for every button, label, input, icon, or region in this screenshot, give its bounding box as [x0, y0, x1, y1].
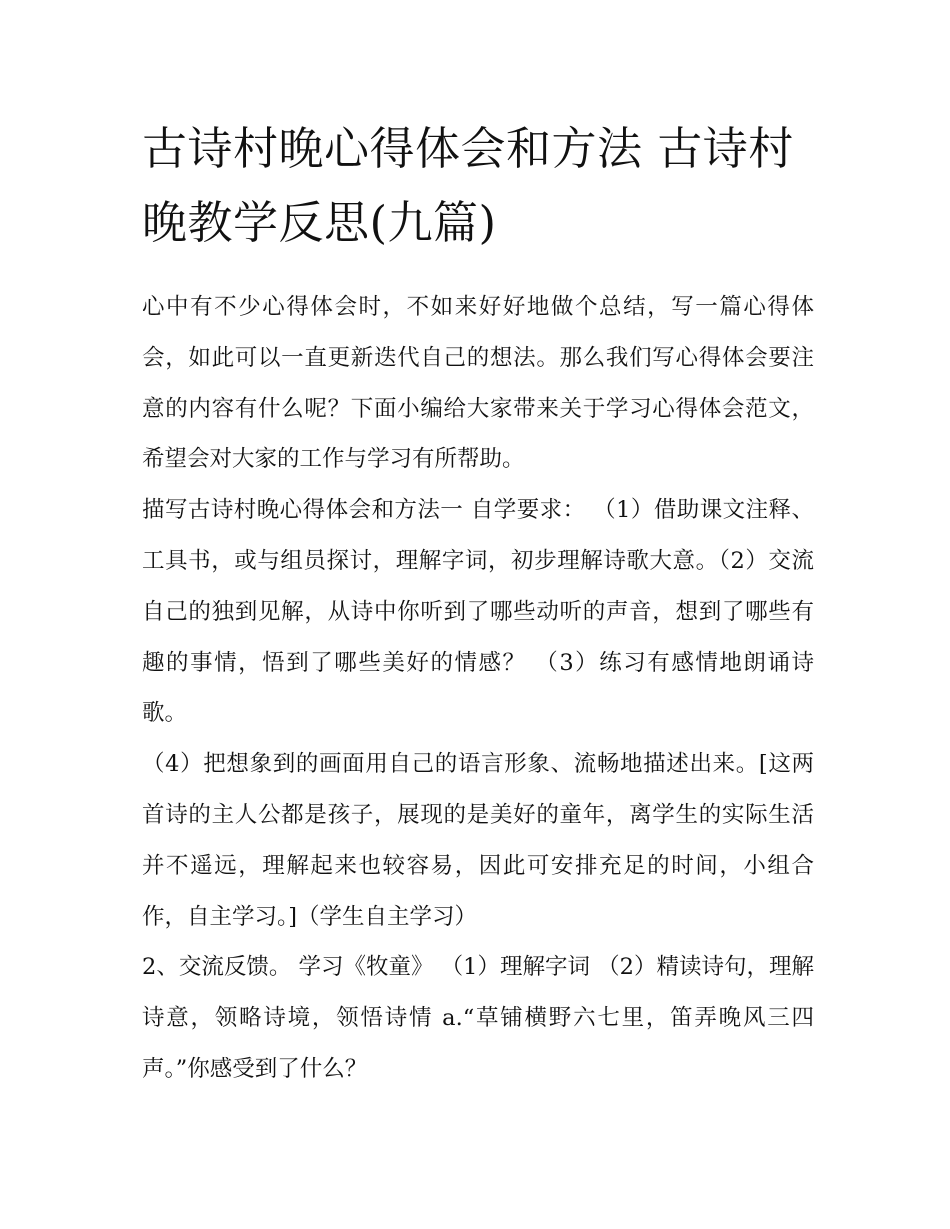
document-title: 古诗村晚心得体会和方法 古诗村晚教学反思(九篇)	[142, 122, 794, 249]
document-body	[142, 282, 814, 1095]
document-page	[142, 112, 814, 1095]
paragraph-feedback: 2、交流反馈。 学习《牧童》 （1）理解字词 （2）精读诗句，理解诗意，领略诗境，领悟诗情 a.“草铺横野六七里，笛弄晚风三四声。”你感受到了什么？	[142, 954, 814, 1082]
paragraph-description: （4）把想象到的画面用自己的语言形象、流畅地描述出来。[这两首诗的主人公都是孩子，展现的是美好的童年，离学生的实际生活并不遥远，理解起来也较容易，因此可安排充足的时间，小组合作，自主学习。]（学生自主学习）	[142, 751, 814, 930]
paragraph-self-study: 描写古诗村晚心得体会和方法一 自学要求： （1）借助课文注释、工具书，或与组员探讨，理解字词，初步理解诗歌大意。（2）交流自己的独到见解，从诗中你听到了哪些动听的声音，想到了哪些有趣的事情，悟到了哪些美好的情感？ （3）练习有感情地朗诵诗歌。	[142, 497, 814, 727]
paragraph-intro: 心中有不少心得体会时，不如来好好地做个总结，写一篇心得体会，如此可以一直更新迭代自己的想法。那么我们写心得体会要注意的内容有什么呢？下面小编给大家带来关于学习心得体会范文，希望会对大家的工作与学习有所帮助。	[142, 294, 814, 473]
